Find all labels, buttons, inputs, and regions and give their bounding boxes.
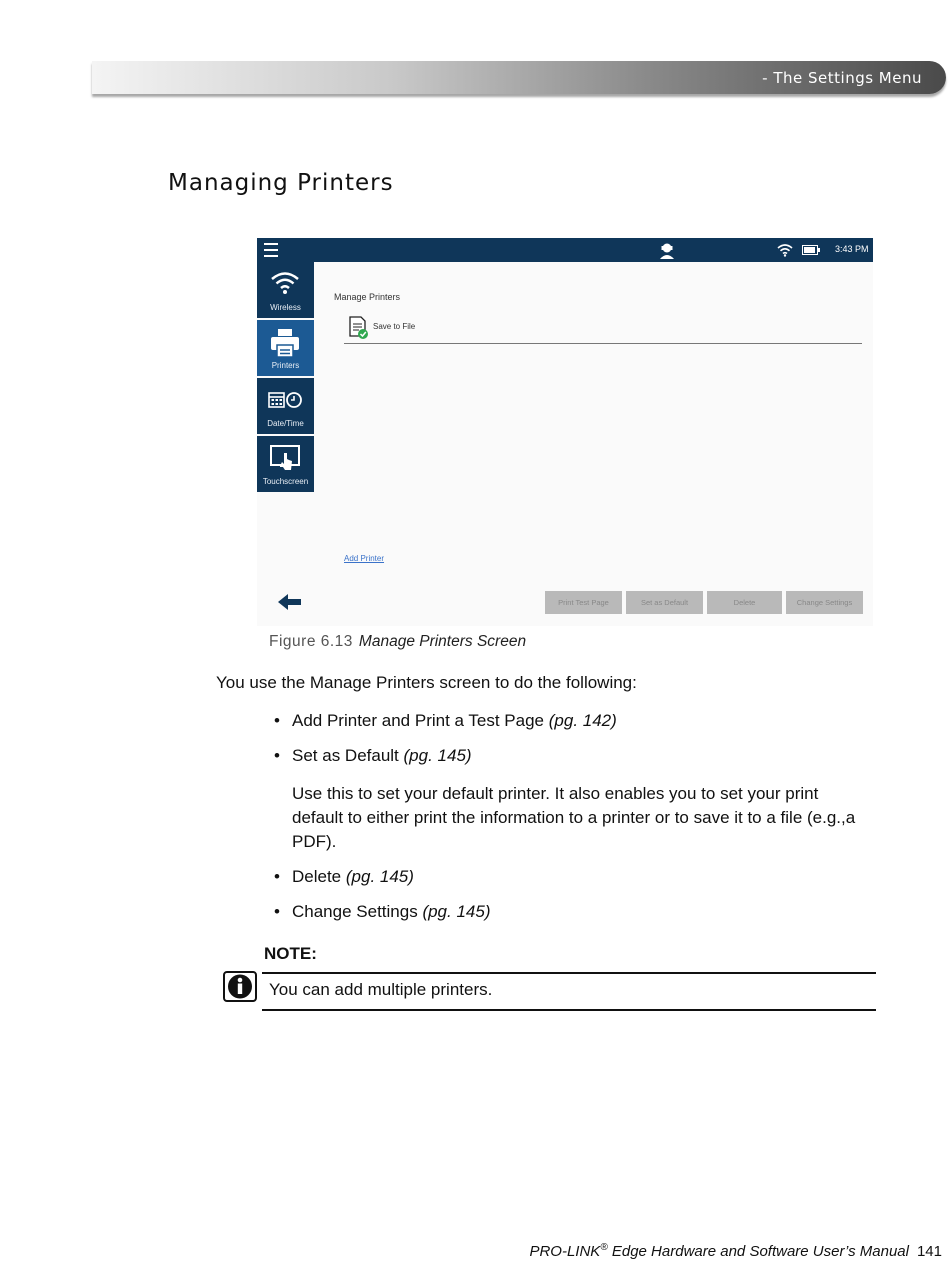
list-item-text: Add Printer and Print a Test Page [292, 711, 545, 730]
print-test-page-button[interactable]: Print Test Page [545, 591, 622, 614]
support-agent-icon[interactable] [658, 241, 676, 259]
printer-list-item[interactable]: Save to File [373, 322, 416, 331]
battery-icon [802, 245, 820, 255]
bullet-icon: • [274, 711, 280, 730]
list-item-text: Set as Default [292, 746, 399, 765]
back-arrow-icon[interactable] [277, 592, 303, 612]
app-top-bar [257, 238, 873, 262]
figure-title: Manage Printers Screen [358, 633, 527, 650]
product-name: PRO-LINK [529, 1243, 601, 1260]
page-reference: (pg. 145) [422, 902, 491, 921]
list-item [274, 867, 414, 887]
sidebar-item-label: Printers [271, 361, 300, 370]
page-number: 141 [916, 1243, 942, 1260]
info-icon [223, 971, 257, 1002]
printer-icon [270, 328, 300, 358]
list-item-text: Change Settings [292, 902, 418, 921]
sidebar-item-label: Wireless [270, 303, 301, 312]
note-label: NOTE: [264, 944, 317, 963]
section-header-title: - The Settings Menu [762, 69, 922, 87]
bullet-icon: • [274, 746, 280, 765]
wifi-icon [270, 270, 300, 296]
delete-button[interactable]: Delete [707, 591, 782, 614]
page-footer [529, 1242, 942, 1260]
sidebar-item-printers[interactable] [257, 320, 314, 376]
save-to-file-icon [347, 316, 369, 340]
hamburger-menu-icon[interactable] [264, 243, 278, 257]
set-default-description: Use this to set your default printer. It also enables you to set your print default to either print the information to a printer or to save it to a file (e.g.,a PDF). [292, 784, 856, 851]
sidebar-item-wireless[interactable] [257, 262, 314, 318]
set-as-default-button[interactable]: Set as Default [626, 591, 703, 614]
change-settings-button[interactable]: Change Settings [786, 591, 863, 614]
manage-printers-screenshot [257, 238, 873, 626]
manual-title: Edge Hardware and Software User’s Manual [611, 1243, 909, 1260]
bullet-icon: • [274, 867, 280, 886]
settings-sidebar [257, 262, 314, 494]
registered-mark: ® [600, 1242, 608, 1253]
calendar-clock-icon [268, 390, 302, 410]
sidebar-item-date-time[interactable] [257, 378, 314, 434]
figure-caption [269, 633, 526, 651]
list-divider [344, 343, 862, 344]
note-divider-top [262, 972, 876, 974]
wifi-status-icon [777, 243, 793, 257]
note-divider-bottom [262, 1009, 876, 1011]
page-reference: (pg. 145) [345, 867, 414, 886]
page-reference: (pg. 142) [548, 711, 617, 730]
touchscreen-icon [270, 444, 300, 472]
sidebar-item-touchscreen[interactable] [257, 436, 314, 492]
page-reference: (pg. 145) [403, 746, 472, 765]
add-printer-link[interactable]: Add Printer [344, 554, 385, 563]
bullet-icon: • [274, 902, 280, 921]
sidebar-item-label: Date/Time [267, 419, 304, 428]
note-text: You can add multiple printers. [269, 980, 493, 999]
sidebar-item-label: Touchscreen [262, 477, 309, 486]
section-header-band [92, 61, 946, 94]
list-item [274, 746, 472, 766]
status-clock: 3:43 PM [835, 244, 869, 254]
intro-text: You use the Manage Printers screen to do the following: [216, 673, 637, 692]
list-item-text: Delete [292, 867, 342, 886]
list-item [274, 902, 490, 922]
figure-number: Figure 6.13 [269, 633, 353, 650]
list-item [274, 711, 617, 731]
manage-printers-heading: Manage Printers [334, 292, 401, 302]
page-title: Managing Printers [168, 170, 394, 196]
